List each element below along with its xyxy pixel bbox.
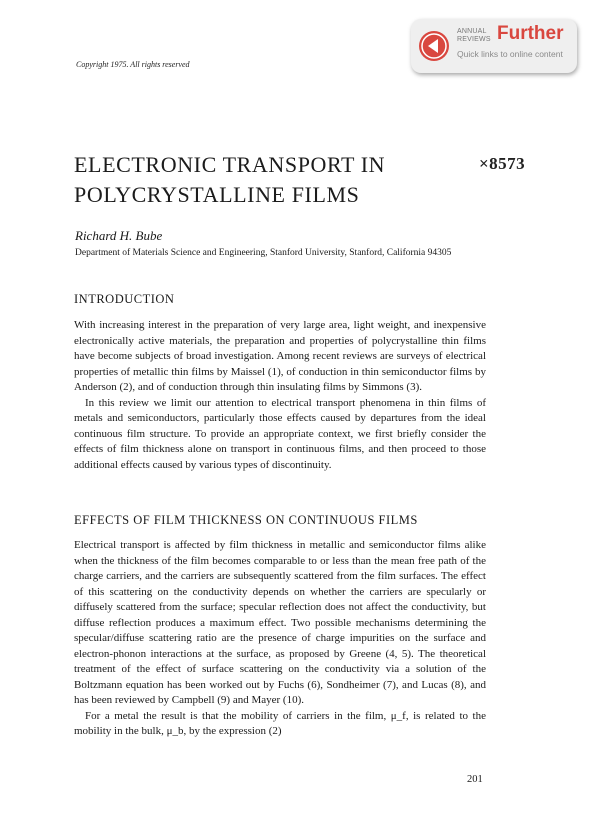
section-heading-effects: EFFECTS OF FILM THICKNESS ON CONTINUOUS FILMS [74,513,418,527]
paragraph: With increasing interest in the preparation of very large area, light weight, and inexpensive electronically active materials, the preparation and properties of polycrystalline thin films have become subjects of broad investigation. Among recent reviews are surveys of electrical properties of metallic thin films by Maissel (1), of conduction in thin semiconductor films by Anderson (2), and of conduction through thin insulating films by Simmons (3). [74,319,486,393]
paragraph: Electrical transport is affected by film thickness in metallic and semiconductor films alike when the thickness of the film becomes comparable to or less than the mean free path of the charge carriers, and the carriers are subsequently scattered from the film surfaces. The effect of this scattering on the conductivity depends on whether the carriers are specularly or diffusely scattered from the surface; specular reflection does not affect the conductivity, but diffuse reflection produces a maximum effect. Two possible mechanisms determining the specular/diffuse scattering ratio are the presence of charge impurities on the surface and electron-phonon interactions at the surface, as proposed by Greene (4, 5). The theoretical treatment of the effect of surface scattering on the conductivity via a solution of the Boltzmann equation has been worked out by Fuchs (6), Sondheimer (7), and Lucas (8), and has been reviewed by Campbell (9) and Mayer (10). [74,539,486,706]
introduction-body [74,318,486,473]
copyright-notice: Copyright 1975. All rights reserved [76,60,190,69]
author-affiliation: Department of Materials Science and Engineering, Stanford University, Stanford, California 94305 [75,248,452,258]
paragraph: For a metal the result is that the mobility of carriers in the film, μ_f, is related to the mobility in the bulk, μ_b, by the expression (2) [74,709,486,737]
effects-body [74,538,486,740]
further-arrow-icon [419,31,449,61]
author-name: Richard H. Bube [75,228,163,243]
further-badge[interactable] [411,19,577,73]
article-title: ELECTRONIC TRANSPORT IN POLYCRYSTALLINE FILMS [74,152,386,207]
badge-reviews-label: REVIEWS [457,36,491,43]
page-number: 201 [467,774,483,785]
paragraph: In this review we limit our attention to electrical transport phenomena in thin films of metals and semiconductors, particularly those effects caused by departures from the ideal continuous film structure. To provide an appropriate context, we first briefly consider the effects of film thickness alone on transport in continuous films, and then proceed to those additional effects caused by various types of discontinuity. [74,396,486,471]
badge-annual-label: ANNUAL [457,28,487,35]
badge-further-label: Further [497,23,564,44]
article-code: ×8573 [479,154,526,173]
badge-subtitle: Quick links to online content [457,49,563,59]
section-heading-introduction: INTRODUCTION [74,292,175,306]
